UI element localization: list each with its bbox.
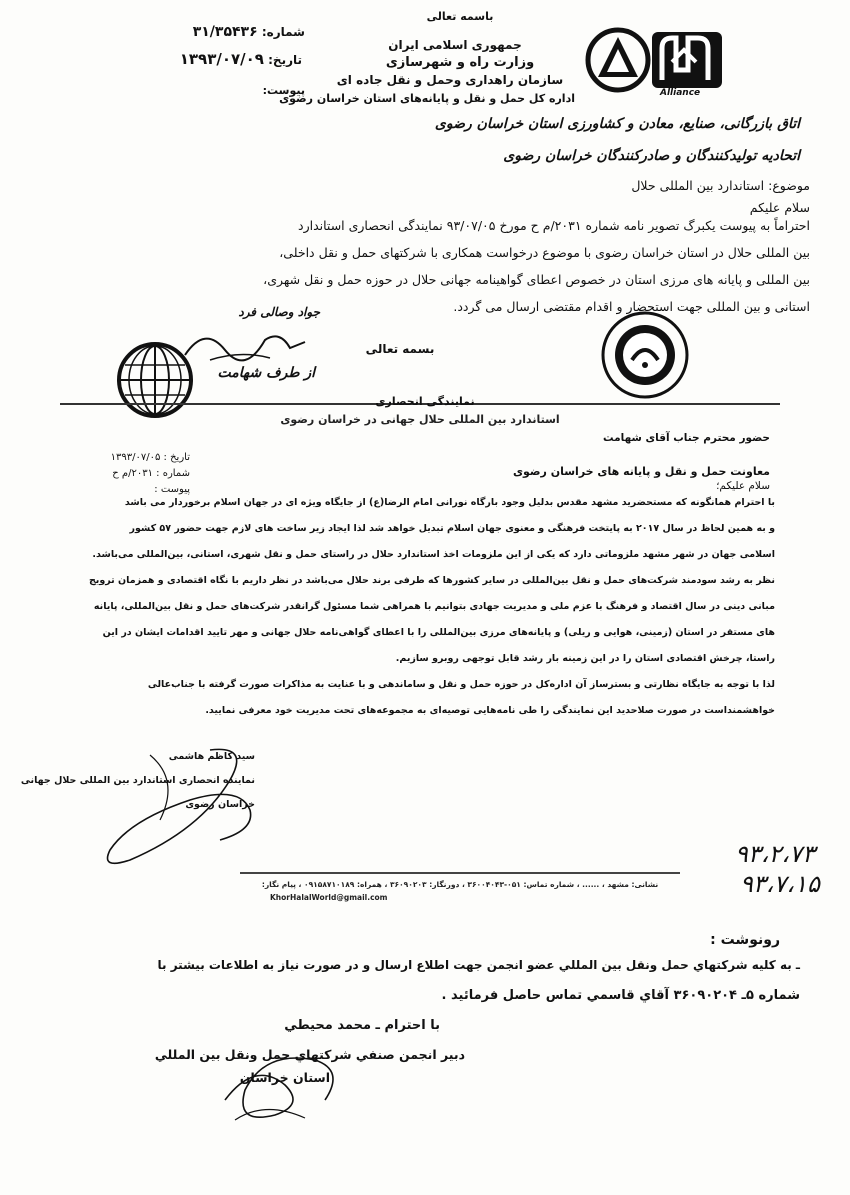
inner-signer-region: خراسان رضوی bbox=[185, 799, 255, 810]
inner-date-value: ۱۳۹۳/۰۷/۰۵ bbox=[110, 452, 161, 463]
inner-date-label: تاریخ : bbox=[163, 452, 190, 463]
halal-emblem bbox=[600, 310, 690, 400]
greeting: سلام علیکم bbox=[749, 200, 810, 215]
inner-body-line: های مستقر در استان (زمینی، هوایی و ریلی) و پایانه‌های مرزی بین‌المللی را با اعطای گواهی‌نامه حلال جهانی و مهر تایید اقدامات ایشان در این bbox=[102, 627, 775, 638]
inner-addressee: حضور محترم جناب آقای شهامت bbox=[603, 432, 770, 444]
ministry-title: وزارت راه و شهرسازی bbox=[385, 55, 535, 70]
date-value: ۱۳۹۳/۰۷/۰۹ bbox=[179, 50, 264, 68]
inner-letter-body bbox=[88, 490, 775, 724]
top-letter-body bbox=[160, 212, 810, 320]
inner-number-value: ۲۰۳۱/م ح bbox=[112, 468, 153, 479]
date-label: تاریخ: bbox=[268, 53, 302, 67]
body-line: بین المللی حلال در استان خراسان رضوی با موضوع درخواست همکاری با شرکتهای حمل و نقل داخلی، bbox=[279, 245, 810, 260]
inner-header-line-2: استاندارد بین المللی حلال جهانی در خراسان رضوی bbox=[280, 413, 560, 426]
inner-signer-name: سید کاظم هاشمی bbox=[168, 751, 255, 762]
cc-signature-scribble bbox=[205, 1030, 355, 1130]
inner-signature-scribble bbox=[90, 740, 280, 870]
directorate-title: اداره کل حمل و نقل و پایانه‌های استان خراسان رضوی bbox=[279, 92, 575, 105]
body-line: بین المللی و پایانه های مرزی استان در خصوص اعطای گواهینامه جهانی حلال در حوزه حمل و نقل شهری، bbox=[263, 272, 810, 287]
cc-sig-title-2: استان خراسان bbox=[239, 1070, 330, 1085]
inner-body-line: خواهشمنداست در صورت صلاحدید این نمایندگی را طی نامه‌هایی توصیه‌ای به مجموعه‌های تحت مدیریت خود معرفی نمایید. bbox=[205, 705, 775, 716]
logo-graphic bbox=[580, 22, 730, 104]
date-row bbox=[179, 50, 302, 68]
inner-attachment-label: پیوست : bbox=[154, 484, 190, 495]
inner-header-line: نمایندگی انحصاری bbox=[375, 395, 475, 408]
inner-greeting: سلام علیکم؛ bbox=[716, 480, 770, 492]
cc-sig-title-1: دبیر انجمن صنفي شرکتهاي حمل ونقل بین المللي bbox=[154, 1047, 465, 1062]
subject-line: موضوع: استاندارد بین المللی حلال bbox=[631, 178, 810, 193]
inner-signer-title: نماینده انحصاری استاندارد بین المللی حلال جهانی bbox=[20, 775, 255, 786]
inner-body-line: مبانی دینی در سال اقتصاد و فرهنگ با عزم ملی و مدیریت جهادی بتوانیم با همراهی شما مسئول گرانقدر شرکت‌های حمل و نقل بین‌المللی، پایانه bbox=[93, 601, 775, 612]
signature-scribble bbox=[180, 320, 310, 370]
cc-regards: با احترام ـ محمد محیطي bbox=[284, 1018, 440, 1033]
inner-body-line: با احترام همانگونه که مستحضرید مشهد مقدس بدلیل وجود بارگاه نورانی امام الرضا(ع) از جایگاه ویژه ای در جهان اسلام برخوردار می باشد bbox=[124, 497, 775, 508]
cc-title: رونوشت : bbox=[710, 932, 780, 948]
cc-line-2: شماره ۵ـ ۳۶۰۹۰۲۰۴ آقاي قاسمي تماس حاصل فرمائید . bbox=[441, 988, 800, 1003]
inner-body-line: نظر به رشد سودمند شرکت‌های حمل و نقل بین‌المللی در سایر کشورها که طرفی برند حلال می‌باشد در نظر داریم با نگاه اقتصادی و همزمان ترویج bbox=[88, 575, 775, 586]
recipient-line-1: اتاق بازرگانی، صنایع، معادن و کشاورزی استان خراسان رضوی bbox=[434, 116, 800, 132]
logo-caption: Alliance bbox=[660, 88, 701, 98]
body-line: احتراماً به پیوست یکبرگ تصویر نامه شماره ۲۰۳۱/م ح مورخ ۹۳/۰۷/۰۵ نمایندگی انحصاری استاندارد bbox=[298, 218, 810, 233]
inner-letterhead-band bbox=[60, 395, 780, 435]
republic-title: جمهوری اسلامی ایران bbox=[388, 38, 522, 52]
inner-number-label: شماره : bbox=[156, 468, 190, 479]
footer-rule bbox=[240, 872, 680, 874]
inner-body-line: اسلامی جهان در شهر مشهد ملزوماتی دارد که یکی از این ملزومات اخذ استاندارد حلال در راستای حمل و نقل شهری، استانی، بین‌المللی می‌باشد. bbox=[92, 549, 775, 560]
handwritten-number-2: ۹۳،۷،۱۵ bbox=[740, 870, 820, 898]
attachment-label: پیوست: bbox=[262, 84, 305, 97]
inner-footer-email: KhorHalalWorld@gmail.com bbox=[270, 893, 388, 902]
inner-body-line: و به همین لحاظ در سال ۲۰۱۷ به پایتخت فرهنگی و معنوی جهان اسلام تبدیل خواهد شد لذا ایجاد زیر ساخت های لازم جهت حضور ۵۷ کشور bbox=[129, 523, 775, 534]
organization-logo bbox=[580, 22, 730, 104]
signer-name: جواد وصالی فرد bbox=[238, 305, 320, 319]
recipient-line-2: اتحادیه تولیدکنندگان و صادرکنندگان خراسان رضوی bbox=[503, 148, 800, 164]
number-label: شماره: bbox=[261, 25, 305, 39]
halal-logo-icon bbox=[600, 310, 690, 400]
organization-title: سازمان راهداری وحمل و نقل جاده ای bbox=[336, 73, 564, 87]
inner-basmala: بسمه تعالی bbox=[365, 342, 435, 356]
number-row bbox=[185, 24, 305, 40]
handwritten-number-1: ۹۳،۲،۷۳ bbox=[735, 840, 815, 868]
number-value: ۳۱/۳۵۴۳۶ bbox=[192, 24, 258, 40]
sign-note: از طرف شهامت bbox=[217, 365, 315, 381]
body-line: استانی و بین المللی جهت استحضار و اقدام مقتضی ارسال می گردد. bbox=[453, 299, 810, 314]
cc-line-1: ـ به کلیه شرکتهاي حمل ونقل بین المللي عضو انجمن جهت اطلاع ارسال و در صورت نیاز به اطلاعات بیشتر با bbox=[157, 958, 800, 972]
inner-footer-address: نشانی: مشهد ، ...... ، شماره تماس: ۰۵۱-۳۶۰۰۴۰۴۳ ، دورنگار: ۳۶۰۹۰۲۰۳ ، همراه: ۰۹۱۵۸۷۱۰۱۸۹ ، پیام نگار: bbox=[261, 880, 659, 889]
inner-department: معاونت حمل و نقل و پایانه های خراسان رضوی bbox=[512, 465, 770, 478]
inner-body-line: راستا، چرخش اقتصادی استان را در این زمینه بار رشد قابل توجهی روبرو سازیم. bbox=[395, 653, 775, 664]
basmala: باسمه تعالی bbox=[426, 10, 494, 23]
inner-body-line: لذا با توجه به جایگاه نظارتی و بسترساز آن اداره‌کل در حوزه حمل و نقل و ساماندهی و با عنایت به مذاکرات صورت گرفته با جناب‌عالی bbox=[147, 679, 775, 690]
